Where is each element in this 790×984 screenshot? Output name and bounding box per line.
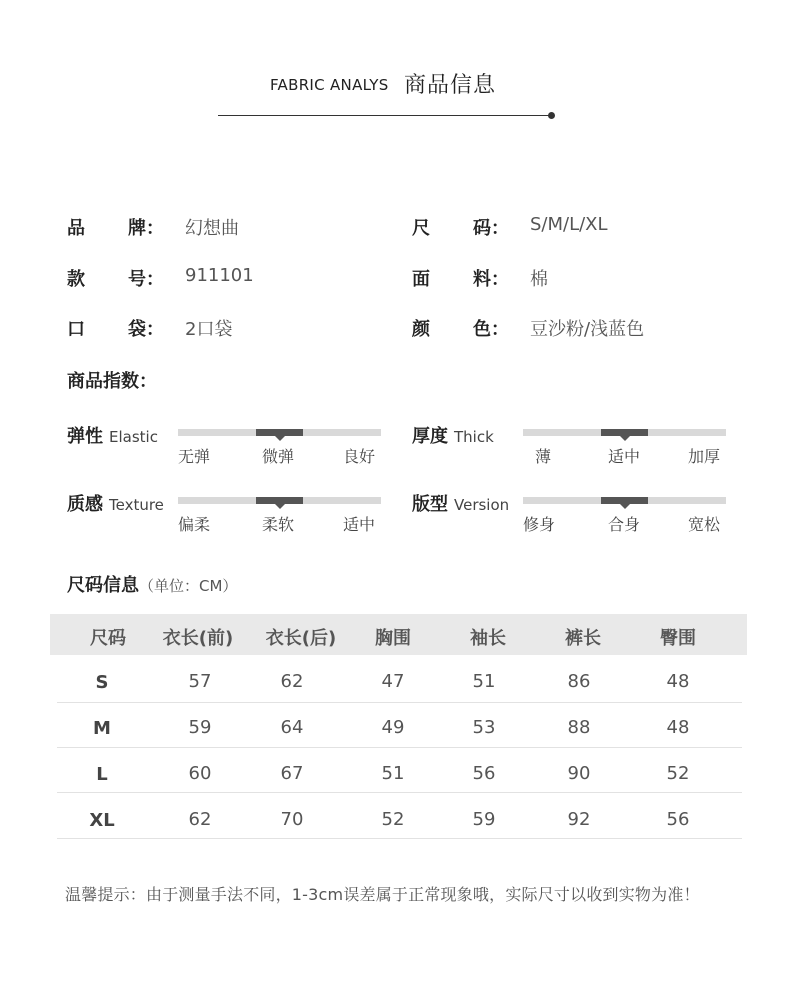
thick-tick-low: 薄 — [535, 447, 552, 466]
measurement-note: 温馨提示：由于测量手法不同，1-3cm误差属于正常现象哦，实际尺寸以收到实物为准！ — [65, 885, 700, 904]
brand-label-1: 品 — [67, 218, 85, 239]
table-cell: 86 — [567, 671, 591, 692]
texture-marker — [256, 497, 303, 504]
thick-en: Thick — [454, 428, 494, 446]
row-divider — [57, 838, 742, 839]
table-cell-size: M — [93, 718, 111, 739]
table-cell: 70 — [280, 809, 304, 830]
table-cell: 48 — [666, 717, 690, 738]
table-cell: 62 — [188, 809, 212, 830]
texture-tick-mid: 柔软 — [262, 515, 295, 534]
header-bust: 胸围 — [375, 628, 411, 649]
header-back-length: 衣长(后) — [265, 628, 337, 649]
style-value: 911101 — [185, 265, 254, 286]
elastic-name: 弹性 — [67, 426, 103, 447]
version-tick-low: 修身 — [523, 515, 556, 534]
size-table-unit: （单位：CM） — [139, 577, 238, 595]
size-label-2: 码： — [473, 218, 509, 239]
thick-track — [523, 429, 726, 436]
version-en: Version — [454, 496, 510, 514]
table-cell: 90 — [567, 763, 591, 784]
section-title: 商品信息 — [404, 73, 497, 98]
table-cell: 88 — [567, 717, 591, 738]
version-tick-high: 宽松 — [688, 515, 721, 534]
table-cell: 67 — [280, 763, 304, 784]
brand-value: 幻想曲 — [185, 218, 239, 239]
size-label-1: 尺 — [412, 218, 430, 239]
color-label-2: 色： — [473, 319, 509, 340]
table-cell: 59 — [472, 809, 496, 830]
table-cell: 49 — [381, 717, 405, 738]
texture-track — [178, 497, 381, 504]
fabric-label-2: 料： — [473, 269, 509, 290]
elastic-tick-low: 无弹 — [178, 447, 211, 466]
section-subtitle-en: FABRIC ANALYS — [270, 76, 389, 94]
fabric-label-1: 面 — [412, 269, 430, 290]
size-table-title: 尺码信息 — [67, 575, 139, 596]
table-cell: 51 — [472, 671, 496, 692]
table-cell: 92 — [567, 809, 591, 830]
table-cell: 51 — [381, 763, 405, 784]
thick-name: 厚度 — [412, 426, 448, 447]
texture-en: Texture — [109, 496, 164, 514]
header-size: 尺码 — [90, 628, 126, 649]
header-pants-length: 裤长 — [565, 628, 601, 649]
table-cell: 56 — [666, 809, 690, 830]
divider-dot — [548, 112, 555, 119]
version-tick-mid: 合身 — [608, 515, 641, 534]
size-value: S/M/L/XL — [530, 214, 608, 235]
version-marker — [601, 497, 648, 504]
pocket-label-1: 口 — [67, 319, 85, 340]
thick-tick-high: 加厚 — [688, 447, 721, 466]
size-table-heading — [67, 571, 237, 597]
table-cell: 62 — [280, 671, 304, 692]
thick-tick-mid: 适中 — [608, 447, 641, 466]
table-cell: 57 — [188, 671, 212, 692]
brand-label-2: 牌： — [128, 218, 164, 239]
style-label-2: 号： — [128, 269, 164, 290]
row-divider — [57, 747, 742, 748]
fabric-value: 棉 — [530, 269, 548, 290]
version-track — [523, 497, 726, 504]
elastic-label — [67, 422, 158, 448]
table-cell-size: L — [96, 764, 108, 785]
texture-tick-low: 偏柔 — [178, 515, 211, 534]
row-divider — [57, 702, 742, 703]
header-sleeve: 袖长 — [470, 628, 506, 649]
table-cell-size: S — [95, 672, 109, 693]
version-name: 版型 — [412, 494, 448, 515]
elastic-tick-high: 良好 — [343, 447, 376, 466]
texture-tick-high: 适中 — [343, 515, 376, 534]
color-value: 豆沙粉/浅蓝色 — [530, 319, 645, 340]
elastic-marker — [256, 429, 303, 436]
table-cell: 64 — [280, 717, 304, 738]
thick-label — [412, 422, 494, 448]
table-cell: 53 — [472, 717, 496, 738]
table-cell-size: XL — [89, 810, 115, 831]
index-title: 商品指数： — [67, 371, 157, 392]
table-cell: 52 — [381, 809, 405, 830]
header-hip: 臀围 — [660, 628, 696, 649]
table-cell: 59 — [188, 717, 212, 738]
table-cell: 52 — [666, 763, 690, 784]
table-cell: 47 — [381, 671, 405, 692]
row-divider — [57, 792, 742, 793]
header-front-length: 衣长(前) — [162, 628, 234, 649]
table-cell: 56 — [472, 763, 496, 784]
elastic-track — [178, 429, 381, 436]
table-cell: 48 — [666, 671, 690, 692]
style-label-1: 款 — [67, 269, 85, 290]
pocket-value: 2口袋 — [185, 319, 233, 340]
elastic-en: Elastic — [109, 428, 158, 446]
title-divider — [218, 115, 551, 116]
texture-label — [67, 490, 164, 516]
color-label-1: 颜 — [412, 319, 430, 340]
version-label — [412, 490, 509, 516]
thick-marker — [601, 429, 648, 436]
pocket-label-2: 袋： — [128, 319, 164, 340]
texture-name: 质感 — [67, 494, 103, 515]
elastic-tick-mid: 微弹 — [262, 447, 295, 466]
table-cell: 60 — [188, 763, 212, 784]
